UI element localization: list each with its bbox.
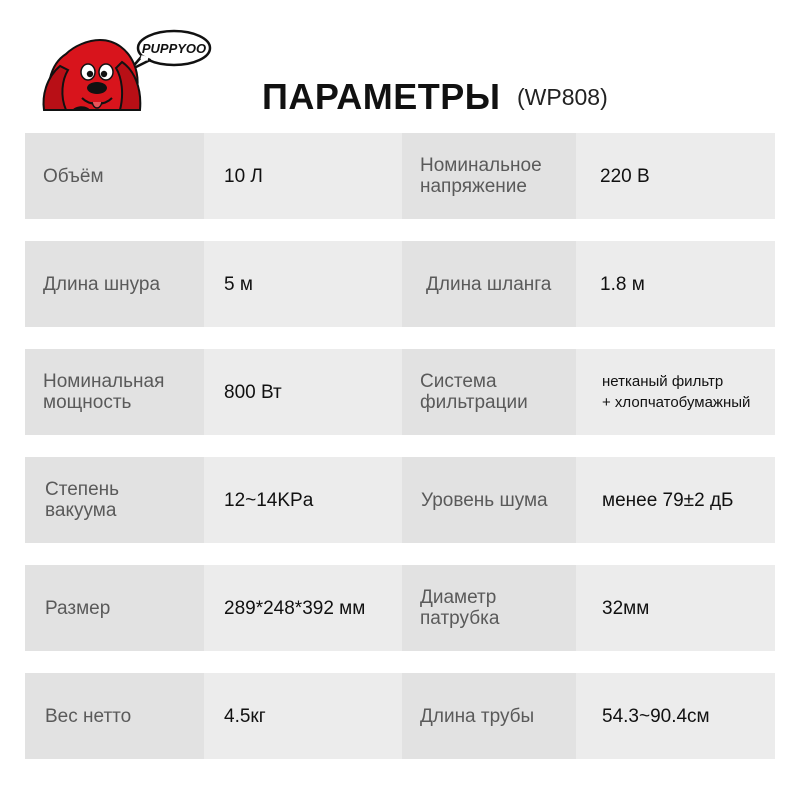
spec-label: Уровень шума <box>421 489 548 511</box>
spec-label-cell <box>25 241 204 327</box>
spec-label-cell <box>25 349 204 435</box>
spec-value-cell <box>576 133 775 219</box>
spec-row <box>25 565 775 651</box>
spec-value-cell <box>576 673 775 759</box>
spec-row <box>25 673 775 759</box>
spec-label: Диаметр патрубка <box>420 587 500 629</box>
spec-label: Степень вакуума <box>45 479 120 521</box>
spec-label-cell <box>402 673 576 759</box>
spec-label-cell <box>402 349 576 435</box>
spec-label: Длина трубы <box>420 705 535 727</box>
spec-value-cell <box>576 241 775 327</box>
spec-row <box>25 457 775 543</box>
spec-label-cell <box>402 457 576 543</box>
spec-label: Размер <box>45 597 111 619</box>
spec-label-cell <box>402 133 576 219</box>
spec-label-cell <box>25 457 204 543</box>
spec-label: Номинальное напряжение <box>420 155 542 197</box>
spec-value-cell <box>204 565 402 651</box>
spec-value-cell <box>576 349 775 435</box>
spec-value-cell <box>576 565 775 651</box>
spec-value: менее 79±2 дБ <box>602 489 734 511</box>
spec-value: 4.5кг <box>224 705 266 727</box>
page-title: ПАРАМЕТРЫ <box>262 76 501 117</box>
spec-value: 54.3~90.4см <box>602 705 710 727</box>
spec-value-cell <box>204 241 402 327</box>
spec-value-cell <box>204 133 402 219</box>
logo-text: PUPPYOO <box>141 41 207 56</box>
spec-value-cell <box>204 349 402 435</box>
spec-value: 10 Л <box>224 165 263 187</box>
spec-value: 289*248*392 мм <box>224 597 366 619</box>
spec-label: Длина шланга <box>426 273 552 295</box>
spec-value: 5 м <box>224 273 253 295</box>
model-number: (WP808) <box>517 84 608 110</box>
spec-value: нетканый фильтр + хлопчатобумажный <box>602 373 751 411</box>
spec-label-cell <box>402 241 576 327</box>
spec-value-cell <box>204 457 402 543</box>
spec-label: Объём <box>43 165 104 187</box>
spec-row <box>25 349 775 435</box>
spec-label: Система фильтрации <box>420 371 528 413</box>
spec-label: Вес нетто <box>45 705 132 727</box>
puppyoo-logo <box>38 26 218 118</box>
spec-label: Длина шнура <box>43 273 161 295</box>
spec-row <box>25 241 775 327</box>
spec-row <box>25 133 775 219</box>
spec-value: 32мм <box>602 597 650 619</box>
spec-value-cell <box>576 457 775 543</box>
spec-label: Номинальная мощность <box>43 371 165 413</box>
spec-value: 220 В <box>600 165 650 187</box>
spec-label-cell <box>25 673 204 759</box>
spec-value: 800 Вт <box>224 381 282 403</box>
spec-value: 1.8 м <box>600 273 645 295</box>
spec-label-cell <box>25 565 204 651</box>
spec-value: 12~14KPa <box>224 489 314 511</box>
spec-label-cell <box>25 133 204 219</box>
spec-label-cell <box>402 565 576 651</box>
spec-value-cell <box>204 673 402 759</box>
